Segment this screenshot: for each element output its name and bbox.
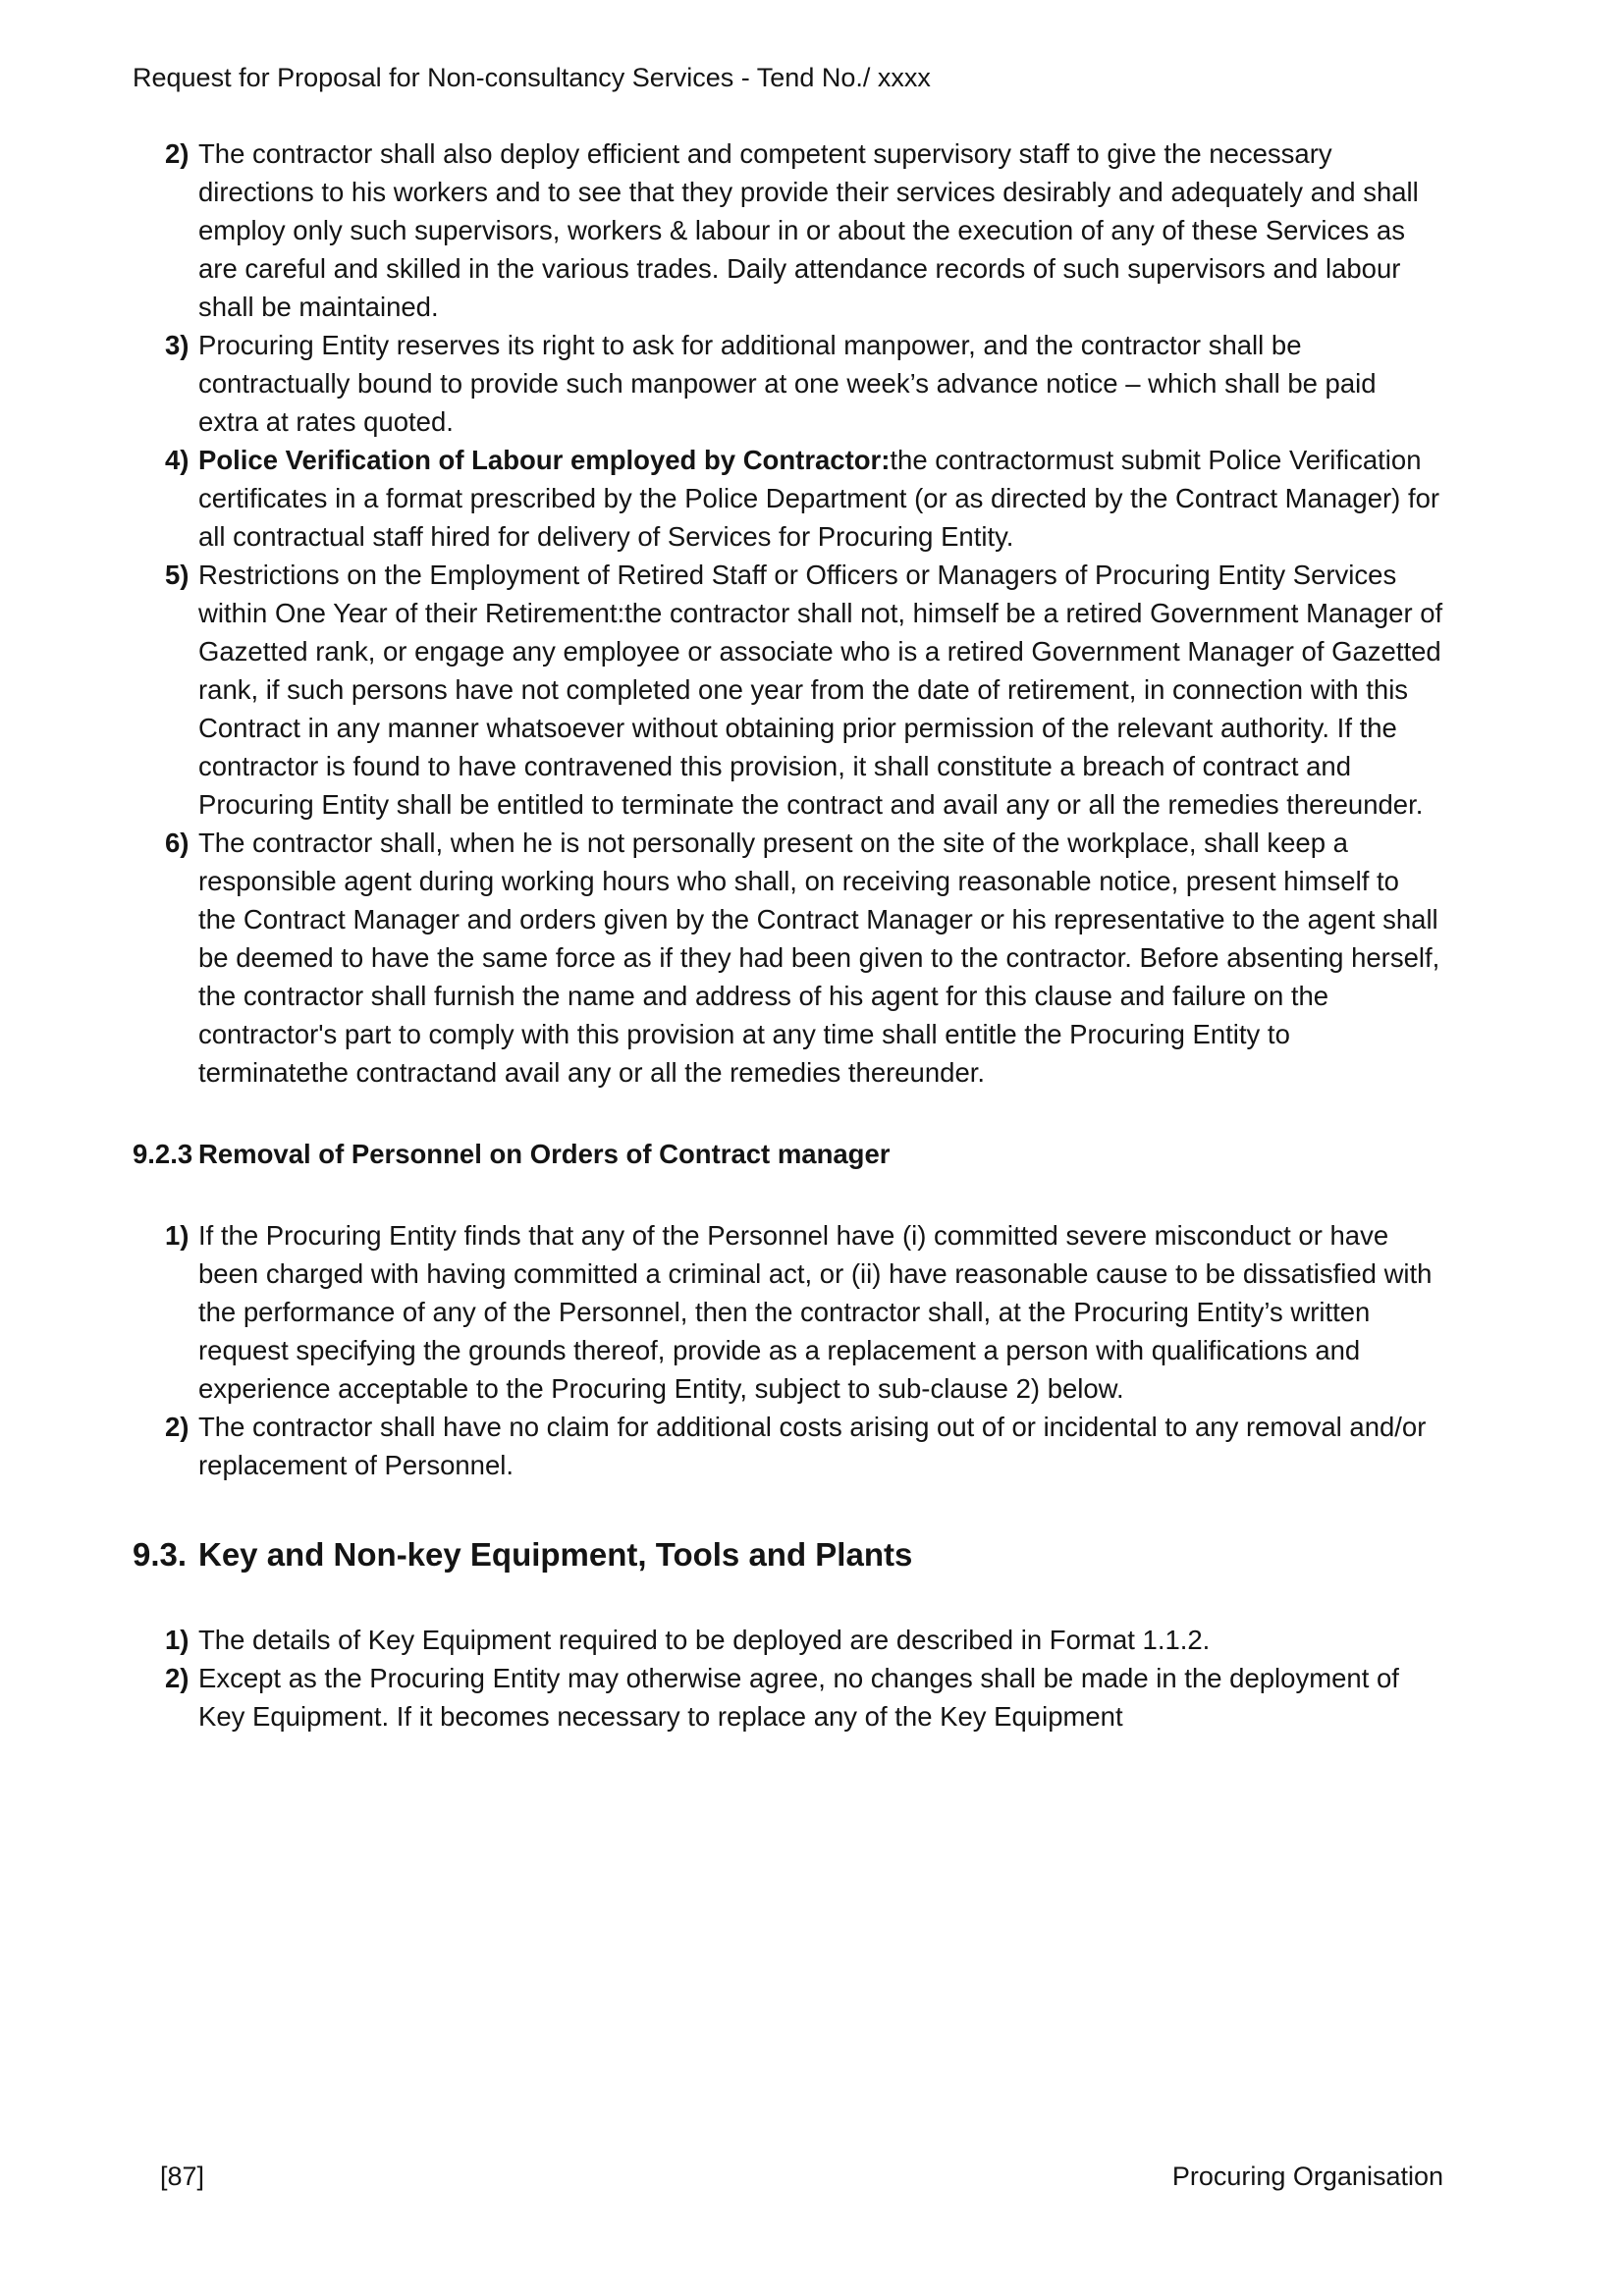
list-item (133, 556, 1443, 824)
list-item (133, 1216, 1443, 1408)
item-number: 2) (165, 1412, 189, 1442)
item-text (198, 326, 1443, 441)
section-number: 9.2.3 (133, 1139, 193, 1169)
item-text-body: The contractor shall have no claim for additional costs arising out of or incidental to any removal and/or replacement of Personnel. (198, 1412, 1427, 1480)
item-text-body: The details of Key Equipment required to be deployed are described in Format 1.1.2. (198, 1625, 1211, 1655)
section-title: Key and Non-key Equipment, Tools and Plants (198, 1536, 913, 1573)
list-item (133, 1408, 1443, 1484)
item-text-body: The contractor shall also deploy efficient and competent supervisory staff to give the necessary directions to his workers and to see that they provide their services desirably and adequately and shall employ only such supervisors, workers & labour in or about the execution of any of these Services as are careful and skilled in the various trades. Daily attendance records of such supervisors and labour shall be maintained. (198, 138, 1419, 322)
list-item (133, 134, 1443, 326)
item-number: 1) (165, 1625, 189, 1655)
item-number: 5) (165, 560, 189, 590)
page-header-title: Request for Proposal for Non-consultancy Services - Tend No./ xxxx (133, 63, 931, 92)
item-number: 2) (165, 138, 189, 169)
item-text (198, 1216, 1443, 1408)
section-number: 9.3. (133, 1536, 188, 1573)
item-text-body: Procuring Entity reserves its right to ask for additional manpower, and the contractor shall be contractually bound to provide such manpower at one week’s advance notice – which shall be paid extra at rates quoted. (198, 330, 1377, 437)
document-body (133, 134, 1443, 1735)
item-text (198, 1621, 1443, 1659)
list-item (133, 1621, 1443, 1659)
item-text-body: If the Procuring Entity finds that any of the Personnel have (i) committed severe misconduct or have been charged with having committed a criminal act, or (ii) have reasonable cause to be dissatisfied with the performance of any of the Personnel, then the contractor shall, at the Procuring Entity’s written request specifying the grounds thereof, provide as a replacement a person with qualifications and experience acceptable to the Procuring Entity, subject to sub-clause 2) below. (198, 1220, 1433, 1404)
section-title: Removal of Personnel on Orders of Contract manager (198, 1139, 891, 1169)
item-number: 3) (165, 330, 189, 360)
item-text (198, 1659, 1443, 1735)
item-text-body: Except as the Procuring Entity may otherwise agree, no changes shall be made in the deployment of Key Equipment. If it becomes necessary to replace any of the Key Equipment (198, 1663, 1399, 1732)
item-text (198, 441, 1443, 556)
item-number: 2) (165, 1663, 189, 1693)
item-text (198, 824, 1443, 1092)
item-text-bold: Police Verification of Labour employed by Contractor: (198, 445, 891, 475)
item-text (198, 556, 1443, 824)
item-text-body: The contractor shall, when he is not personally present on the site of the workplace, shall keep a responsible agent during working hours who shall, on receiving reasonable notice, present himself to the Contract Manager and orders given by the Contract Manager or his representative to the agent shall be deemed to have the same force as if they had been given to the contractor. Before absenting herself, the contractor shall furnish the name and address of his agent for this clause and failure on the contractor's part to comply with this provision at any time shall entitle the Procuring Entity to terminatethe contractand avail any or all the remedies thereunder. (198, 828, 1440, 1088)
page-footer (160, 2158, 1443, 2196)
item-number: 6) (165, 828, 189, 858)
footer-organisation: Procuring Organisation (1171, 2162, 1443, 2191)
item-text (198, 1408, 1443, 1484)
list-item (133, 441, 1443, 556)
list-item (133, 824, 1443, 1092)
list-item (133, 1659, 1443, 1735)
footer-page-number: [87] (160, 2162, 205, 2191)
item-text-body: Restrictions on the Employment of Retired Staff or Officers or Managers of Procuring Entity Services within One Year of their Retirement:the contractor shall not, himself be a retired Government Manager of Gazetted rank, or engage any employee or associate who is a retired Government Manager of Gazetted rank, if such persons have not completed one year from the date of retirement, in connection with this Contract in any manner whatsoever without obtaining prior permission of the relevant authority. If the contractor is found to have contravened this provision, it shall constitute a breach of contract and Procuring Entity shall be entitled to terminate the contract and avail any or all the remedies thereunder. (198, 560, 1443, 820)
item-number: 4) (165, 445, 189, 475)
list-item (133, 326, 1443, 441)
item-text-body: the contractormust submit Police Verification certificates in a format prescribed by the Police Department (or as directed by the Contract Manager) for all contractual staff hired for delivery of Services for Procuring Entity. (198, 445, 1440, 552)
section-heading-93 (133, 1533, 1443, 1576)
item-text (198, 134, 1443, 326)
section-heading-923 (133, 1135, 1443, 1173)
item-number: 1) (165, 1220, 189, 1251)
